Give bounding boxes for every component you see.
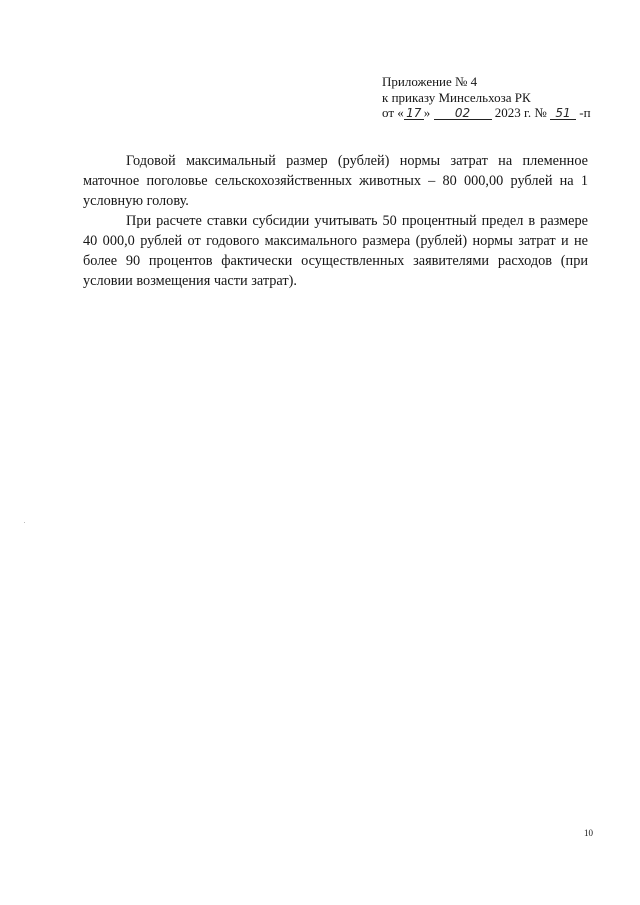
handwritten-order-number: 51 [550, 107, 576, 120]
date-prefix: от « [382, 105, 404, 120]
appendix-order-reference: к приказу Минсельхоза РК [382, 89, 531, 105]
appendix-header [382, 74, 591, 121]
appendix-date-line [382, 105, 591, 121]
page-number: 10 [584, 828, 593, 838]
handwritten-month: 02 [434, 107, 492, 120]
paragraph-cost-norm: Годовой максимальный размер (рублей) нормы затрат на племенное маточное поголовье сельскохозяйственных животных – 80 000,00 рублей на 1 условную голову. [83, 153, 588, 209]
date-separator: » [423, 105, 431, 120]
order-suffix: -п [579, 105, 591, 120]
scan-speck [24, 522, 25, 523]
date-year: 2023 г. № [494, 105, 547, 120]
appendix-title: Приложение № 4 [382, 74, 478, 89]
paragraph-subsidy-rate: При расчете ставки субсидии учитывать 50 процентный предел в размере 40 000,0 рублей от годового максимального размера (рублей) нормы затрат и не более 90 процентов фактически осуществленных заявителями расходов (при условии возмещения части затрат). [83, 213, 588, 289]
document-body [83, 151, 588, 291]
handwritten-day: 17 [404, 107, 424, 120]
